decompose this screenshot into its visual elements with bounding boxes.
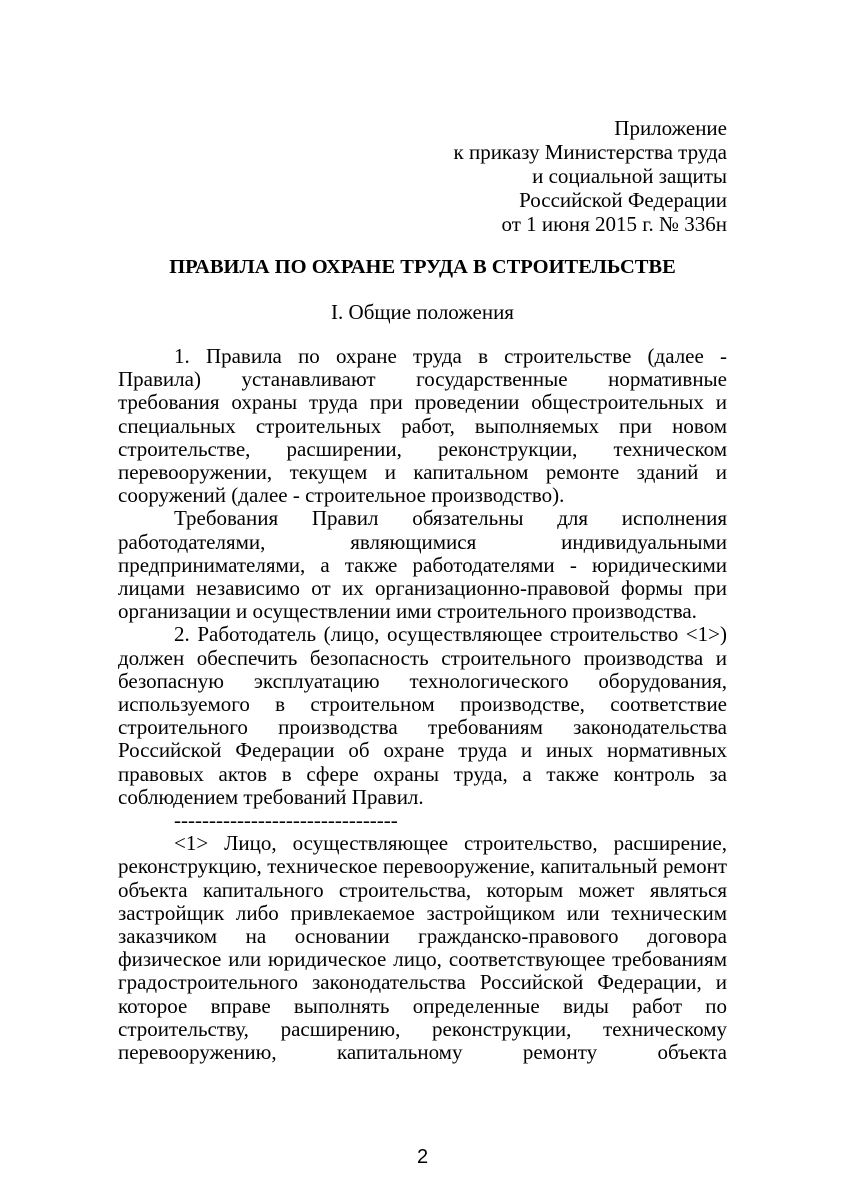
footnote: <1> Лицо, осуществляющее строительство, расширение, реконструкцию, техническое перевооружение, капитальный ремонт объекта капитального строительства, которым может являться застройщик либо привлекаемое застройщиком или техническим заказчиком на основании гражданско-правового договора физическое или юридическое лицо, соответствующее требованиям градостроительного законодательства Российской Федерации, и которое вправе выполнять определенные виды работ по строительству, расширению, реконструкции, техническому перевооружению, капитальному ремонту объекта (118, 831, 727, 1065)
appendix-line: от 1 июня 2015 г. № 336н (501, 212, 727, 236)
appendix-line: к приказу Министерства труда (453, 140, 727, 164)
paragraph: Требования Правил обязательны для исполнения работодателями, являющимися индивидуальными предпринимателями, а также работодателями - юридическими лицами независимо от их организационно-правовой формы при организации и осуществлении ими строительного производства. (118, 506, 727, 624)
paragraph: 2. Работодатель (лицо, осуществляющее строительство <1>) должен обеспечить безопасность строительного производства и безопасную эксплуатацию технологического оборудования, используемого в строительном производстве, соответствие строительного производства требованиям законодательства Российской Федерации об охране труда и иных нормативных правовых актов в сфере охраны труда, а также контроль за соблюдением требований Правил. (118, 622, 727, 809)
appendix-line: и социальной защиты (532, 164, 727, 188)
appendix-line: Российской Федерации (519, 188, 727, 212)
appendix-header (454, 116, 728, 236)
document-body (118, 345, 727, 1064)
page-number: 2 (416, 1146, 429, 1168)
section-heading: I. Общие положения (331, 300, 514, 324)
document-title: ПРАВИЛА ПО ОХРАНЕ ТРУДА В СТРОИТЕЛЬСТВЕ (169, 256, 676, 278)
paragraph: 1. Правила по охране труда в строительстве (далее - Правила) устанавливают государственные нормативные требования охраны труда при проведении общестроительных и специальных строительных работ, выполняемых при новом строительстве, расширении, реконструкции, техническом перевооружении, текущем и капитальном ремонте зданий и сооружений (далее - строительное производство). (118, 344, 727, 508)
appendix-line: Приложение (614, 116, 727, 140)
footnote-separator: -------------------------------- (174, 809, 398, 833)
